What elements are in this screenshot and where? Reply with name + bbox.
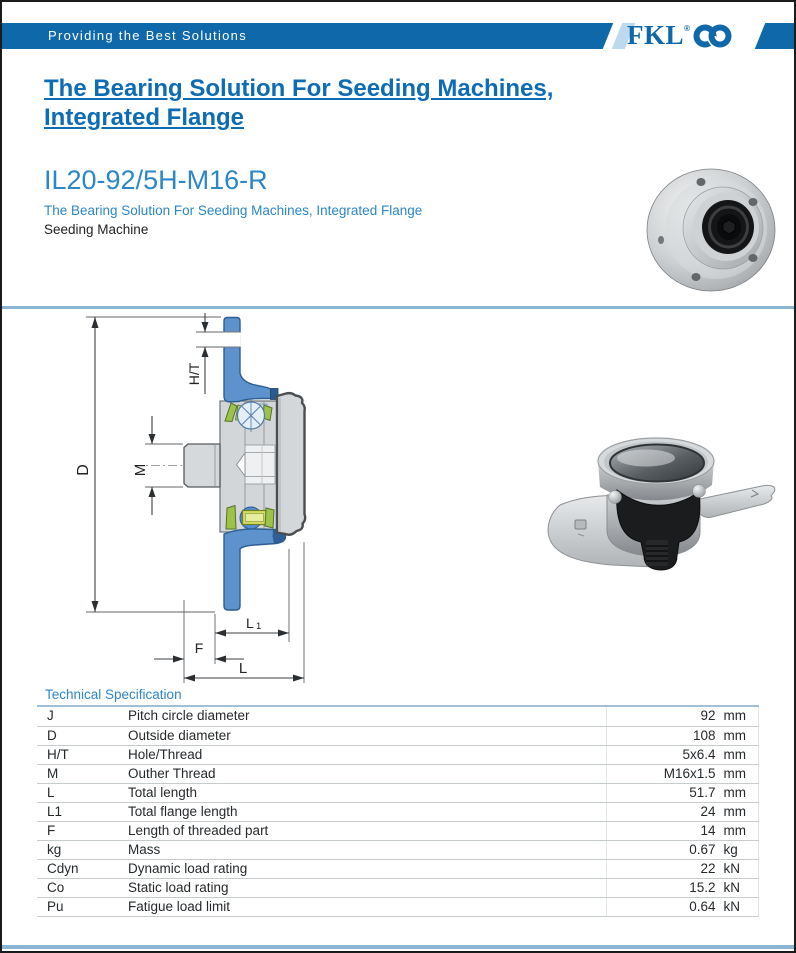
table-row bbox=[37, 764, 759, 783]
product-photo bbox=[643, 166, 785, 296]
spec-value: 22 bbox=[607, 859, 720, 878]
spec-value: 5x6.4 bbox=[607, 745, 720, 764]
spec-description: Dynamic load rating bbox=[124, 859, 607, 878]
registered-mark: ® bbox=[684, 24, 690, 33]
spec-symbol: L bbox=[37, 783, 124, 802]
spec-value: 15.2 bbox=[607, 878, 720, 897]
spec-unit: kN bbox=[719, 878, 758, 897]
page-title-line2: Integrated Flange bbox=[44, 104, 245, 131]
table-row bbox=[37, 707, 759, 726]
spec-description: Outher Thread bbox=[124, 764, 607, 783]
spec-unit: mm bbox=[719, 783, 758, 802]
spec-symbol: M bbox=[37, 764, 124, 783]
product-code: IL20-92/5H-M16-R bbox=[44, 165, 268, 195]
spec-unit: kg bbox=[719, 840, 758, 859]
spec-symbol: F bbox=[37, 821, 124, 840]
spec-description: Total flange length bbox=[124, 802, 607, 821]
spec-description: Fatigue load limit bbox=[124, 897, 607, 916]
dim-label-m: M bbox=[132, 463, 149, 477]
spec-value: 51.7 bbox=[607, 783, 720, 802]
dim-label-l: L bbox=[238, 660, 248, 677]
fkl-rings-icon bbox=[690, 23, 738, 49]
product-description: The Bearing Solution For Seeding Machines, Integrated Flange bbox=[44, 203, 423, 218]
spec-unit: mm bbox=[719, 764, 758, 783]
table-row bbox=[37, 878, 759, 897]
spec-symbol: Pu bbox=[37, 897, 124, 916]
footer-bar bbox=[2, 945, 794, 949]
dim-label-d: D bbox=[75, 464, 92, 476]
spec-description: Static load rating bbox=[124, 878, 607, 897]
spec-description: Outside diameter bbox=[124, 726, 607, 745]
section-divider bbox=[2, 306, 794, 309]
product-application: Seeding Machine bbox=[44, 222, 149, 237]
spec-symbol: Co bbox=[37, 878, 124, 897]
table-row bbox=[37, 859, 759, 878]
spec-description: Total length bbox=[124, 783, 607, 802]
spec-unit: mm bbox=[719, 802, 758, 821]
technical-drawing bbox=[57, 312, 367, 690]
table-row bbox=[37, 745, 759, 764]
spec-unit: mm bbox=[719, 726, 758, 745]
spec-symbol: kg bbox=[37, 840, 124, 859]
table-row bbox=[37, 802, 759, 821]
spec-unit: mm bbox=[719, 821, 758, 840]
spec-unit: mm bbox=[719, 745, 758, 764]
table-row bbox=[37, 726, 759, 745]
spec-symbol: L1 bbox=[37, 802, 124, 821]
spec-value: 0.64 bbox=[607, 897, 720, 916]
spec-value: 92 bbox=[607, 707, 720, 726]
spec-symbol: J bbox=[37, 707, 124, 726]
spec-description: Mass bbox=[124, 840, 607, 859]
spec-value: M16x1.5 bbox=[607, 764, 720, 783]
spec-table bbox=[37, 707, 759, 917]
product-render-3d bbox=[540, 415, 785, 600]
spec-heading: Technical Specification bbox=[45, 687, 182, 702]
dim-label-ht: H/T bbox=[186, 362, 202, 386]
dim-label-l1-sub: 1 bbox=[256, 621, 262, 632]
fkl-logo-text: FKL bbox=[626, 20, 684, 50]
spec-description: Hole/Thread bbox=[124, 745, 607, 764]
header-tagline: Providing the Best Solutions bbox=[48, 28, 247, 43]
spec-unit: kN bbox=[719, 859, 758, 878]
table-row bbox=[37, 821, 759, 840]
spec-symbol: H/T bbox=[37, 745, 124, 764]
spec-value: 24 bbox=[607, 802, 720, 821]
table-row bbox=[37, 897, 759, 916]
header-bar bbox=[2, 20, 794, 50]
spec-symbol: Cdyn bbox=[37, 859, 124, 878]
spec-symbol: D bbox=[37, 726, 124, 745]
page-title-line1: The Bearing Solution For Seeding Machines, bbox=[44, 75, 554, 102]
spec-value: 0.67 bbox=[607, 840, 720, 859]
spec-unit: kN bbox=[719, 897, 758, 916]
table-row bbox=[37, 840, 759, 859]
dim-label-l1: L bbox=[246, 615, 254, 631]
dim-label-f: F bbox=[194, 640, 204, 656]
spec-value: 108 bbox=[607, 726, 720, 745]
spec-description: Pitch circle diameter bbox=[124, 707, 607, 726]
page-title bbox=[44, 74, 684, 132]
table-row bbox=[37, 783, 759, 802]
spec-description: Length of threaded part bbox=[124, 821, 607, 840]
spec-value: 14 bbox=[607, 821, 720, 840]
spec-unit: mm bbox=[719, 707, 758, 726]
